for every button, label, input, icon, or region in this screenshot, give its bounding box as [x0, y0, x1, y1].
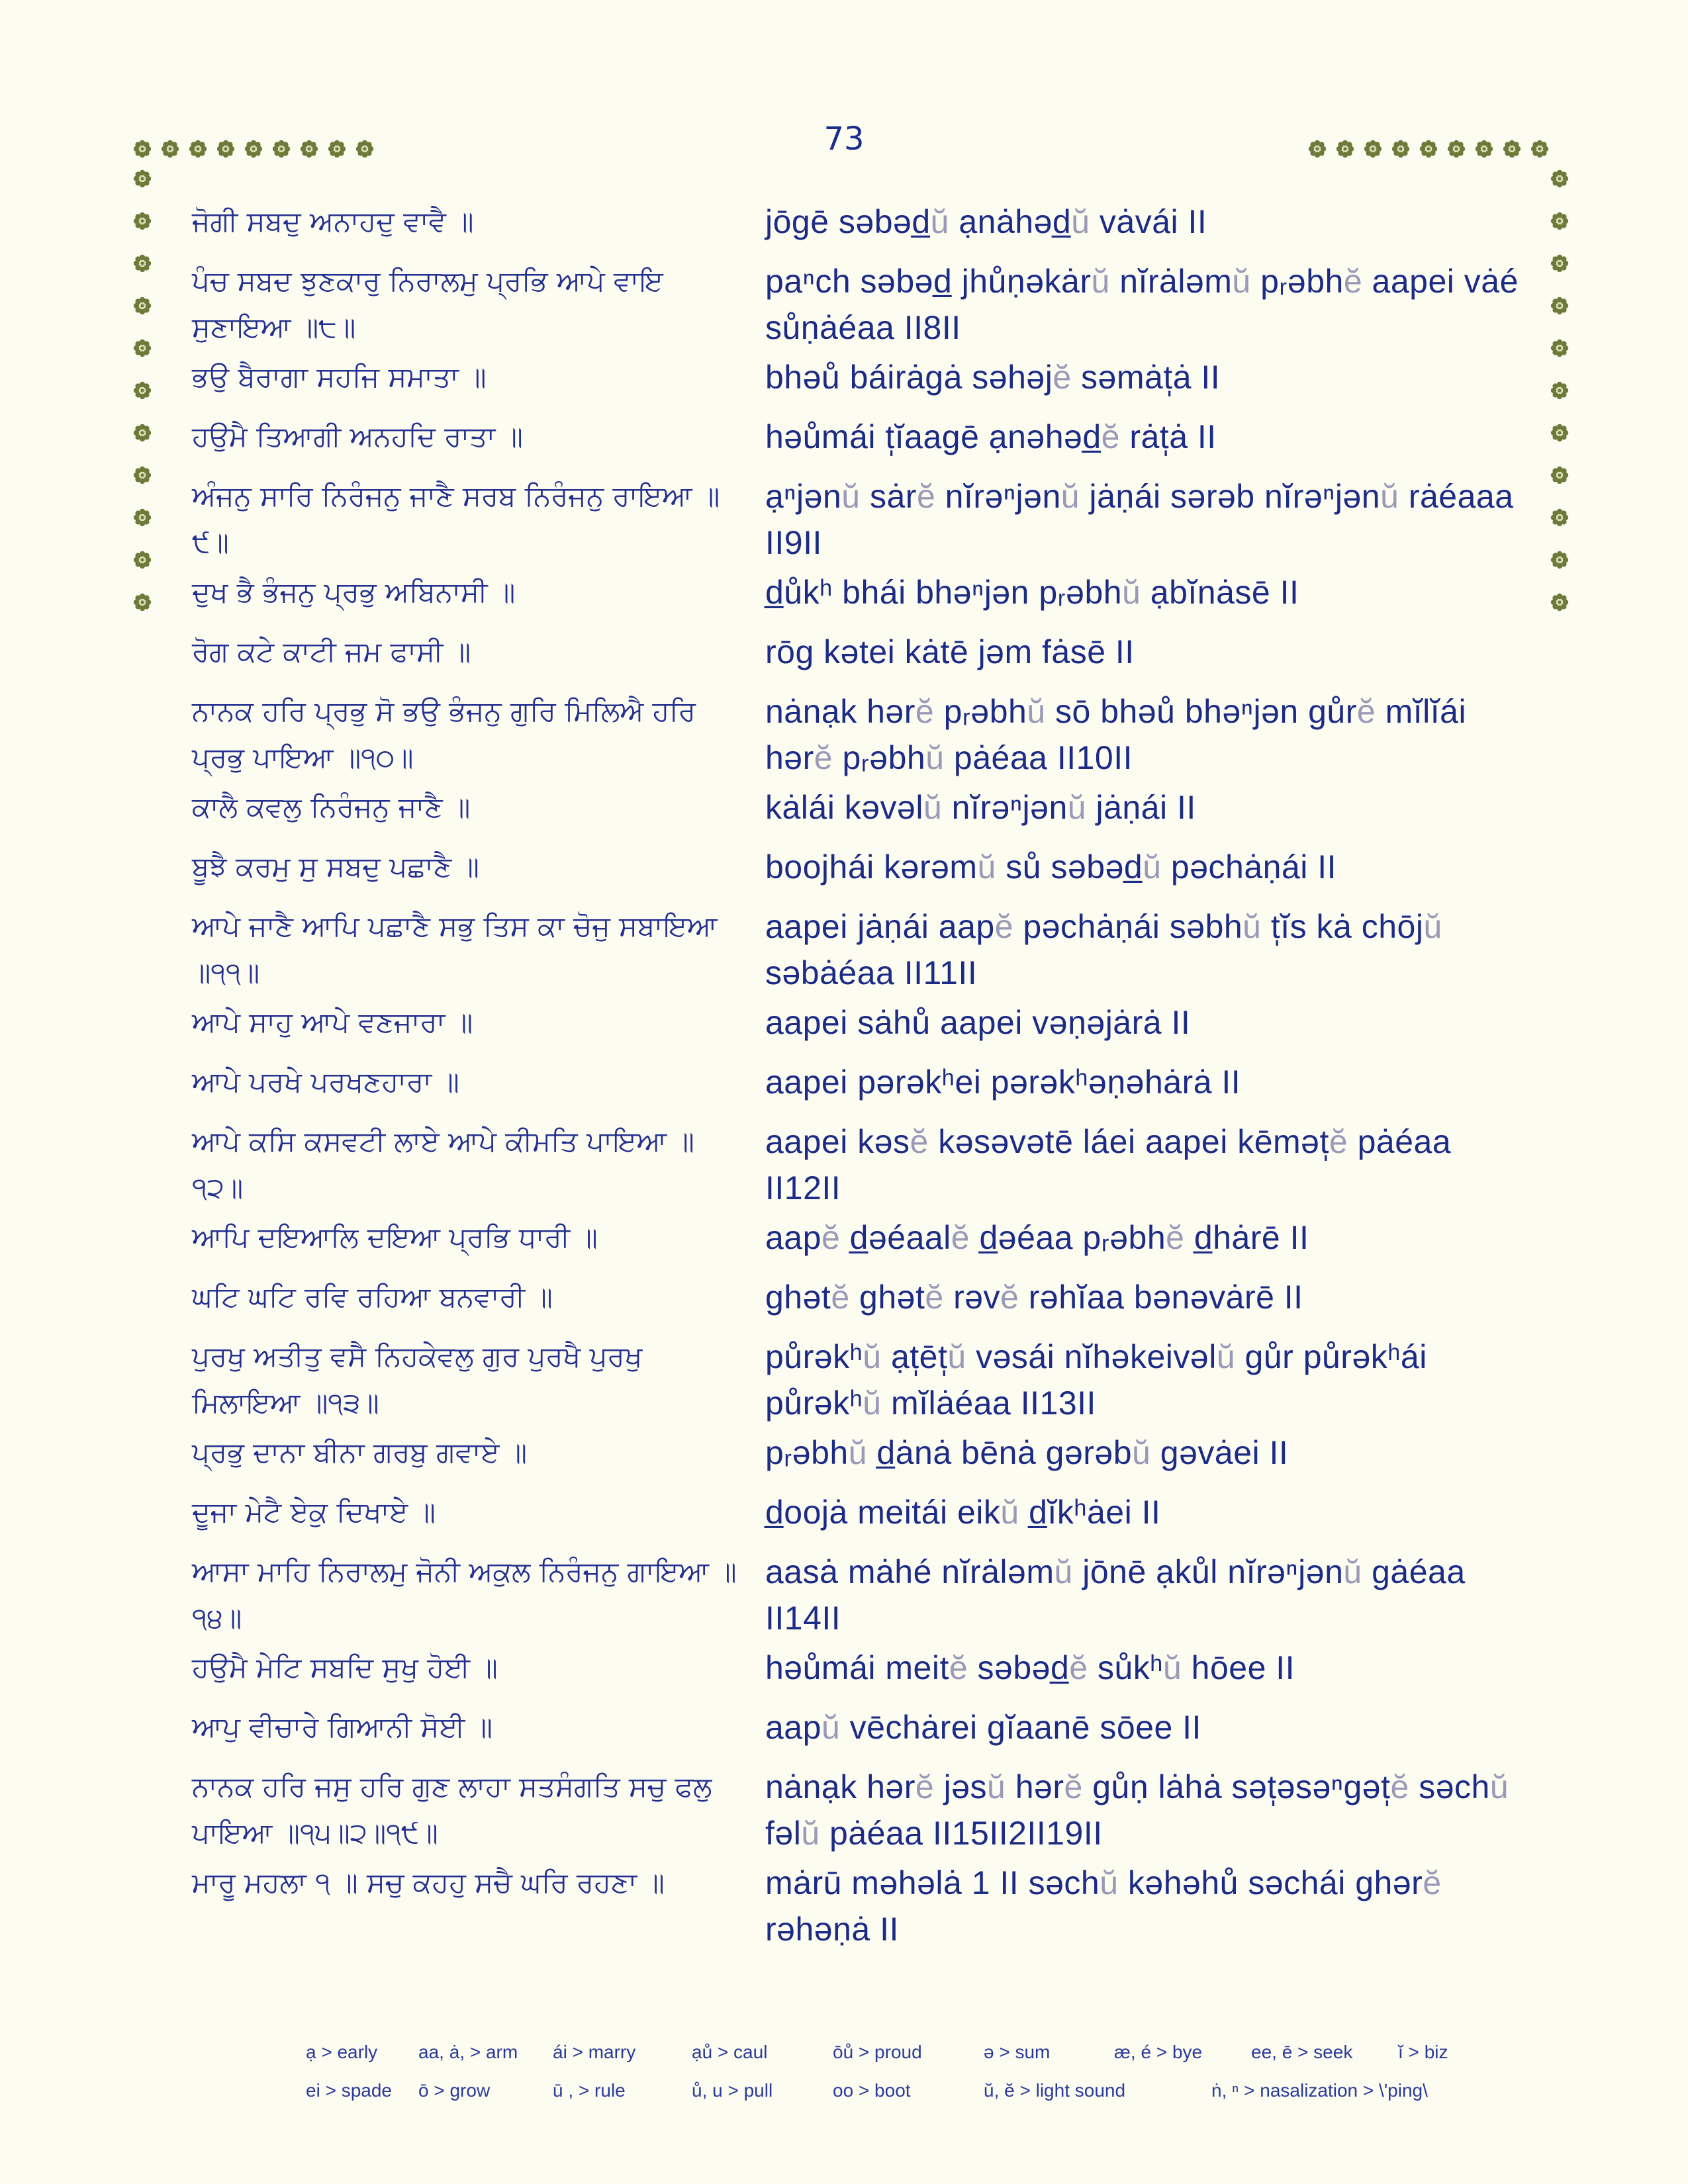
gurmukhi-text: ਆਪਿ ਦਇਆਲਿ ਦਇਆ ਪ੍ਰਭਿ ਧਾਰੀ ॥: [192, 1221, 598, 1253]
flower-icon: [1550, 169, 1570, 189]
flower-icon: [1550, 423, 1570, 443]
transliteration-text: aapĕ d̲əéaalĕ d̲əéaa pᵣəbhĕ d̲hȧrē II: [765, 1219, 1309, 1256]
legend-item: ạů > caul: [692, 2042, 768, 2062]
flower-icon: [1550, 508, 1570, 527]
flower-icon: [132, 296, 152, 316]
legend-item: ŭ, ĕ > light sound: [984, 2080, 1126, 2101]
gurmukhi-text: ਪੰਚ ਸਬਦ ਝੁਣਕਾਰੁ ਨਿਰਾਲਮੁ ਪ੍ਰਭਿ ਆਪੇ ਵਾਇ ਸੁਣਾਇਆ ॥੮॥: [192, 265, 663, 343]
transliteration-text: nȧnạk hərĕ pᵣəbhŭ sō bhəů bhəⁿjən gůrĕ mĭlĭái hərĕ pᵣəbhŭ pȧéaa II10II: [765, 693, 1467, 776]
transliteration-text: bhəů báirȧgȧ səhəjĕ səmȧt̩ȧ II: [765, 359, 1221, 396]
gurmukhi-text: ਆਪੇ ਪਰਖੇ ਪਰਖਣਹਾਰਾ ॥: [192, 1066, 459, 1098]
legend-item: oo > boot: [833, 2080, 911, 2101]
flower-icon: [1419, 139, 1438, 159]
transliteration-text: ghətĕ ghətĕ rəvĕ rəhĭaa bənəvȧrē II: [765, 1279, 1303, 1316]
transliteration-text: həůmái meitĕ səbəd̲ĕ sůkʰŭ hōee II: [765, 1649, 1295, 1686]
gurmukhi-text: ਹਉਮੈ ਤਿਆਗੀ ਅਨਹਦਿ ਰਾਤਾ ॥: [192, 420, 523, 453]
legend-item: ei > spade: [306, 2080, 392, 2101]
gurmukhi-text: ਹਉਮੈ ਮੇਟਿ ਸਬਦਿ ਸੁਖੁ ਹੋਈ ॥: [192, 1651, 498, 1684]
flower-icon: [1550, 211, 1570, 231]
gurmukhi-text: ਘਟਿ ਘਟਿ ਰਵਿ ਰਹਿਆ ਬਨਵਾਰੀ ॥: [192, 1281, 553, 1313]
transliteration-text: aapei sȧhů aapei vəṇəjȧrȧ II: [765, 1004, 1191, 1041]
transliteration-text: aapei pərəkʰei pərəkʰəṇəhȧrȧ II: [765, 1064, 1241, 1101]
transliteration-text: d̲ůkʰ bhái bhəⁿjən pᵣəbhŭ ạbĭnȧsē II: [765, 574, 1299, 611]
legend-item: ōů > proud: [833, 2042, 922, 2062]
legend-item: ạ > early: [306, 2042, 378, 2062]
transliteration-text: aapei kəsĕ kəsəvətē láei aapei kēmət̩ĕ pȧéaa II12II: [765, 1123, 1452, 1206]
flower-icon: [132, 550, 152, 570]
gurmukhi-text: ਆਪੇ ਕਸਿ ਕਸਵਟੀ ਲਾਏ ਆਪੇ ਕੀਮਤਿ ਪਾਇਆ ॥੧੨॥: [192, 1125, 694, 1204]
gurmukhi-text: ਨਾਨਕ ਹਰਿ ਪ੍ਰਭੁ ਸੋ ਭਉ ਭੰਜਨੁ ਗੁਰਿ ਮਿਲਿਐ ਹਰਿ ਪ੍ਰਭੁ ਪਾਇਆ ॥੧੦॥: [192, 695, 696, 774]
transliteration-text: aapei jȧṇái aapĕ pəchȧṇái səbhŭ t̩ĭs kȧ chōjŭ səbȧéaa II11II: [765, 908, 1442, 991]
flower-icon: [1307, 139, 1327, 159]
legend-item: aa, ȧ, > arm: [418, 2042, 518, 2062]
flower-icon: [1550, 296, 1570, 316]
transliteration-text: nȧnạk hərĕ jəsŭ hərĕ gůṇ lȧhȧ sət̩əsəⁿgət̩ĕ səchŭ fəlŭ pȧéaa II15II2II19II: [765, 1768, 1509, 1852]
flower-icon: [216, 139, 236, 159]
gurmukhi-text: ਦੁਖ ਭੈ ਭੰਜਨੁ ਪ੍ਰਭੁ ਅਬਿਨਾਸੀ ॥: [192, 576, 516, 608]
transliteration-text: půrəkʰŭ ạt̩ēt̩ŭ vəsái nĭhəkeivəlŭ gůr půrəkʰái půrəkʰŭ mĭlȧéaa II13II: [765, 1338, 1427, 1422]
transliteration-text: d̲oojȧ meitái eikŭ d̲ĭkʰȧei II: [765, 1494, 1161, 1531]
flower-icon: [1363, 139, 1383, 159]
legend-item: ee, ē > seek: [1251, 2042, 1353, 2062]
flower-icon: [188, 139, 208, 159]
legend-item: ō > grow: [418, 2080, 491, 2101]
transliteration-text: paⁿch səbəd̲ jhůṇəkȧrŭ nĭrȧləmŭ pᵣəbhĕ aapei vȧé sůṇȧéaa II8II: [765, 263, 1519, 346]
flower-icon: [132, 465, 152, 485]
gurmukhi-text: ਪ੍ਰਭੁ ਦਾਨਾ ਬੀਨਾ ਗਰਬੁ ਗਵਾਏ ॥: [192, 1436, 528, 1469]
gurmukhi-text: ਅੰਜਨੁ ਸਾਰਿ ਨਿਰੰਜਨੁ ਜਾਣੈ ਸਰਬ ਨਿਰੰਜਨੁ ਰਾਇਆ ॥੯॥: [192, 480, 720, 559]
transliteration-text: pᵣəbhŭ d̲ȧnȧ bēnȧ gərəbŭ gəvȧei II: [765, 1434, 1289, 1471]
gurmukhi-text: ਪੁਰਖੁ ਅਤੀਤੁ ਵਸੈ ਨਿਹਕੇਵਲੁ ਗੁਰ ਪੁਰਖੈ ਪੁਰਖੁ ਮਿਲਾਇਆ ॥੧੩॥: [192, 1340, 643, 1419]
flower-icon: [132, 211, 152, 231]
gurmukhi-text: ਭਉ ਬੈਰਾਗਾ ਸਹਜਿ ਸਮਾਤਾ ॥: [192, 361, 487, 393]
flower-icon: [1550, 592, 1570, 612]
flower-icon: [1530, 139, 1550, 159]
flower-icon: [1550, 550, 1570, 570]
gurmukhi-text: ਕਾਲੈ ਕਵਲੁ ਨਿਰੰਜਨੁ ਜਾਣੈ ॥: [192, 791, 471, 823]
flower-icon: [1550, 253, 1570, 273]
gurmukhi-text: ਰੋਗ ਕਟੇ ਕਾਟੀ ਜਮ ਫਾਸੀ ॥: [192, 635, 471, 668]
flower-icon: [327, 139, 347, 159]
legend-item: ə > sum: [984, 2042, 1051, 2062]
gurmukhi-text: ਮਾਰੂ ਮਹਲਾ ੧ ॥ ਸਚੁ ਕਹਹੁ ਸਚੈ ਘਰਿ ਰਹਣਾ ॥: [192, 1866, 665, 1899]
transliteration-text: aasȧ mȧhé nĭrȧləmŭ jōnē ạkůl nĭrəⁿjənŭ gȧéaa II14II: [765, 1553, 1466, 1637]
flower-icon: [1550, 338, 1570, 358]
flower-icon: [132, 169, 152, 189]
flower-icon: [160, 139, 180, 159]
gurmukhi-text: ਆਪੇ ਸਾਹੁ ਆਪੇ ਵਣਜਾਰਾ ॥: [192, 1006, 473, 1038]
flower-icon: [355, 139, 375, 159]
flower-icon: [132, 338, 152, 358]
gurmukhi-text: ਨਾਨਕ ਹਰਿ ਜਸੁ ਹਰਿ ਗੁਣ ਲਾਹਾ ਸਤਸੰਗਤਿ ਸਚੁ ਫਲੁ ਪਾਇਆ ॥੧੫॥੨॥੧੯॥: [192, 1770, 712, 1849]
gurmukhi-text: ਬੂਝੈ ਕਰਮੁ ਸੁ ਸਬਦੁ ਪਛਾਣੈ ॥: [192, 850, 479, 883]
legend-item: ĭ > biz: [1398, 2042, 1448, 2062]
transliteration-text: mȧrū məhəlȧ 1 II səchŭ kəhəhů səchái ghərĕ rəhəṇȧ II: [765, 1864, 1442, 1948]
transliteration-text: rōg kətei kȧtē jəm fȧsē II: [765, 633, 1135, 670]
flower-icon: [132, 592, 152, 612]
transliteration-text: aapŭ vēchȧrei gĭaanē sōee II: [765, 1709, 1201, 1746]
flower-icon: [132, 253, 152, 273]
flower-icon: [1335, 139, 1355, 159]
flower-icon: [132, 508, 152, 527]
gurmukhi-text: ਆਸਾ ਮਾਹਿ ਨਿਰਾਲਮੁ ਜੋਨੀ ਅਕੁਲ ਨਿਰੰਜਨੁ ਗਾਇਆ ॥੧੪॥: [192, 1555, 737, 1634]
flower-icon: [132, 139, 152, 159]
legend-item: ū , > rule: [553, 2080, 626, 2101]
gurmukhi-text: ਆਪੇ ਜਾਣੈ ਆਪਿ ਪਛਾਣੈ ਸਭੁ ਤਿਸ ਕਾ ਚੋਜੁ ਸਬਾਇਆ ॥੧੧॥: [192, 910, 718, 989]
flower-icon: [1474, 139, 1494, 159]
flower-icon: [1550, 465, 1570, 485]
page-number: 73: [823, 120, 865, 158]
transliteration-text: jōgē səbəd̲ŭ ạnȧhəd̲ŭ vȧvái II: [765, 203, 1207, 240]
gurmukhi-text: ਦੂਜਾ ਮੇਟੈ ਏਕੁ ਦਿਖਾਏ ॥: [192, 1496, 436, 1528]
transliteration-text: ạⁿjənŭ sȧrĕ nĭrəⁿjənŭ jȧṇái sərəb nĭrəⁿjənŭ rȧéaaa II9II: [765, 478, 1514, 561]
transliteration-text: kȧlái kəvəlŭ nĭrəⁿjənŭ jȧṇái II: [765, 789, 1196, 826]
flower-icon: [271, 139, 291, 159]
legend-item: ṅ, ⁿ > nasalization > \'ping\: [1211, 2080, 1428, 2101]
flower-icon: [1550, 381, 1570, 400]
flower-icon: [1391, 139, 1411, 159]
legend-item: ái > marry: [553, 2042, 636, 2062]
flower-icon: [132, 423, 152, 443]
flower-icon: [132, 381, 152, 400]
flower-icon: [244, 139, 263, 159]
legend-item: æ, é > bye: [1114, 2042, 1203, 2062]
gurmukhi-text: ਜੋਗੀ ਸਬਦੁ ਅਨਾਹਦੁ ਵਾਵੈ ॥: [192, 205, 474, 238]
legend-item: ů, u > pull: [692, 2080, 773, 2101]
transliteration-text: həůmái t̩ĭaagē ạnəhəd̲ĕ rȧt̩ȧ II: [765, 418, 1217, 455]
transliteration-text: boojhái kərəmŭ sů səbəd̲ŭ pəchȧṇái II: [765, 848, 1337, 886]
flower-icon: [1502, 139, 1522, 159]
gurmukhi-text: ਆਪੁ ਵੀਚਾਰੇ ਗਿਆਨੀ ਸੋਈ ॥: [192, 1711, 493, 1743]
flower-icon: [299, 139, 319, 159]
flower-icon: [1446, 139, 1466, 159]
